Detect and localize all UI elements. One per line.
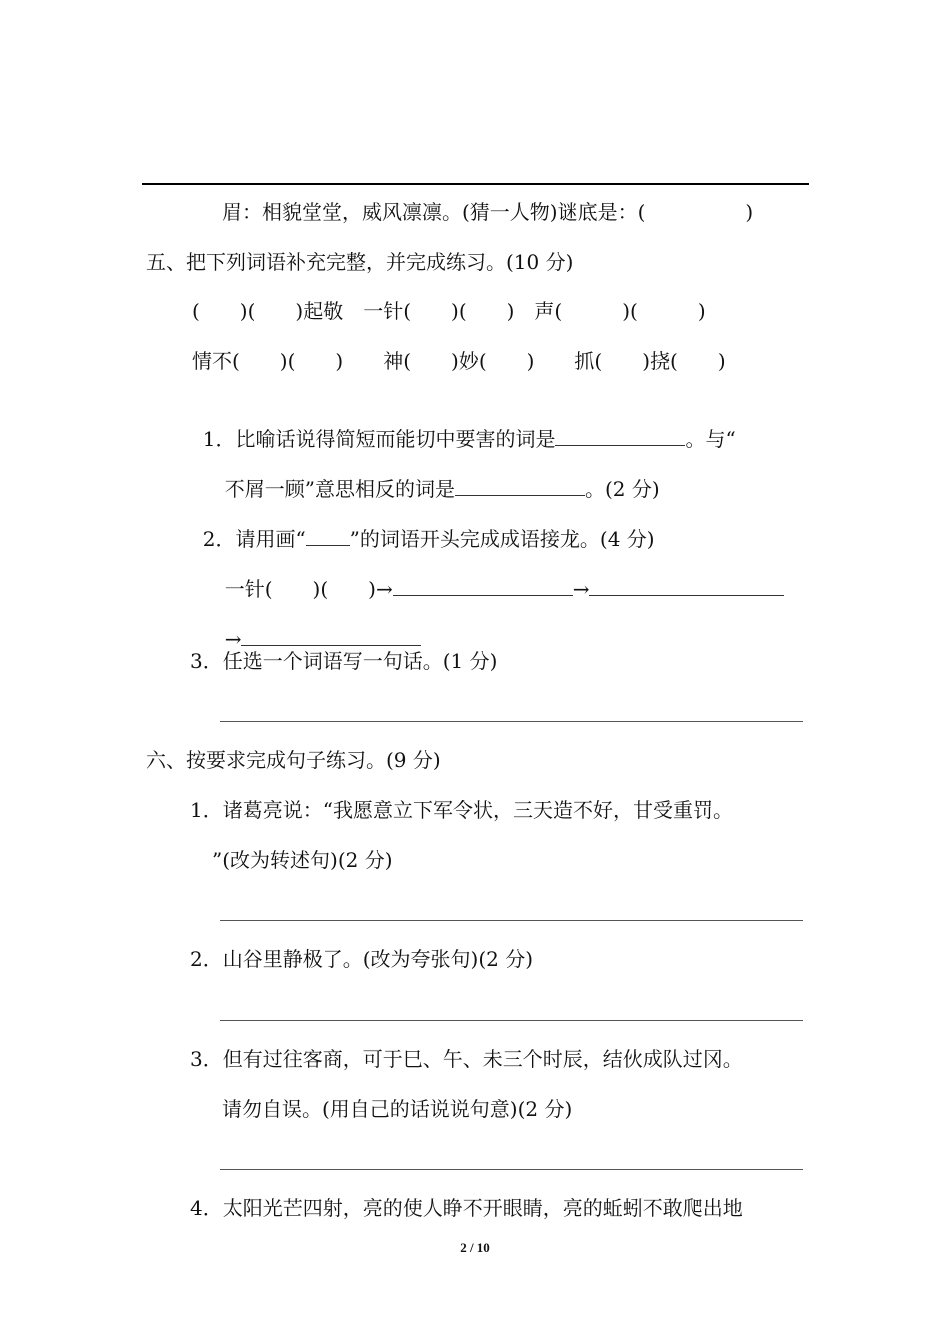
answer-line[interactable]	[220, 1020, 803, 1021]
chain-start: 一针( )( )	[224, 577, 376, 601]
arrow-icon: →	[224, 627, 242, 651]
q5-1-line1	[190, 397, 736, 453]
words-row-2: 情不( )( ) 神( )妙( ) 抓( )挠( )	[192, 349, 726, 373]
q5-2-text-b: ”的词语开头完成成语接龙。(4 分)	[349, 527, 655, 551]
answer-line[interactable]	[220, 920, 803, 921]
answer-line[interactable]	[220, 721, 803, 722]
q6-4-line1: 4．太阳光芒四射，亮的使人睁不开眼睛，亮的蚯蚓不敢爬出地	[190, 1196, 743, 1220]
q5-1-text-b: 。与“	[685, 427, 736, 451]
section6-heading: 六、按要求完成句子练习。(9 分)	[146, 748, 441, 772]
q5-3-text: 3．任选一个词语写一句话。(1 分)	[190, 649, 498, 673]
q5-2-chain-line2	[212, 597, 421, 653]
q6-1-line2: ”(改为转述句)(2 分)	[212, 848, 393, 872]
answer-blank[interactable]	[393, 575, 573, 596]
q5-1-text-c: 不屑一顾”意思相反的词是	[224, 477, 455, 501]
header-rule	[142, 183, 809, 185]
riddle-line: 眉：相貌堂堂，威风凛凛。(猜一人物)谜底是：( )	[222, 200, 754, 224]
underline-marker	[306, 525, 350, 546]
q6-3-line2: 请勿自误。(用自己的话说说句意)(2 分)	[222, 1097, 573, 1121]
arrow-icon: →	[572, 577, 590, 601]
words-row-1: ( )( )起敬 一针( )( ) 声( )( )	[192, 299, 706, 323]
q5-1-line2	[212, 447, 660, 503]
answer-blank[interactable]	[589, 575, 784, 596]
answer-blank[interactable]	[455, 475, 585, 496]
answer-line[interactable]	[220, 1169, 803, 1170]
q5-2-chain-line1	[212, 547, 784, 603]
q5-1-text-d: 。(2 分)	[584, 477, 660, 501]
arrow-icon: →	[375, 577, 393, 601]
section5-heading: 五、把下列词语补充完整，并完成练习。(10 分)	[146, 250, 574, 274]
q5-1-text-a: 1．比喻话说得简短而能切中要害的词是	[202, 427, 556, 451]
answer-blank[interactable]	[555, 425, 685, 446]
answer-blank[interactable]	[241, 625, 421, 646]
q5-2-line	[190, 497, 655, 553]
page-number: 2 / 10	[460, 1240, 490, 1255]
q6-2-text: 2．山谷里静极了。(改为夸张句)(2 分)	[190, 947, 534, 971]
q5-2-text-a: 2．请用画“	[202, 527, 306, 551]
q6-3-line1: 3．但有过往客商，可于巳、午、未三个时辰，结伙成队过冈。	[190, 1047, 743, 1071]
q6-1-line1: 1．诸葛亮说：“我愿意立下军令状，三天造不好，甘受重罚。	[190, 798, 733, 822]
